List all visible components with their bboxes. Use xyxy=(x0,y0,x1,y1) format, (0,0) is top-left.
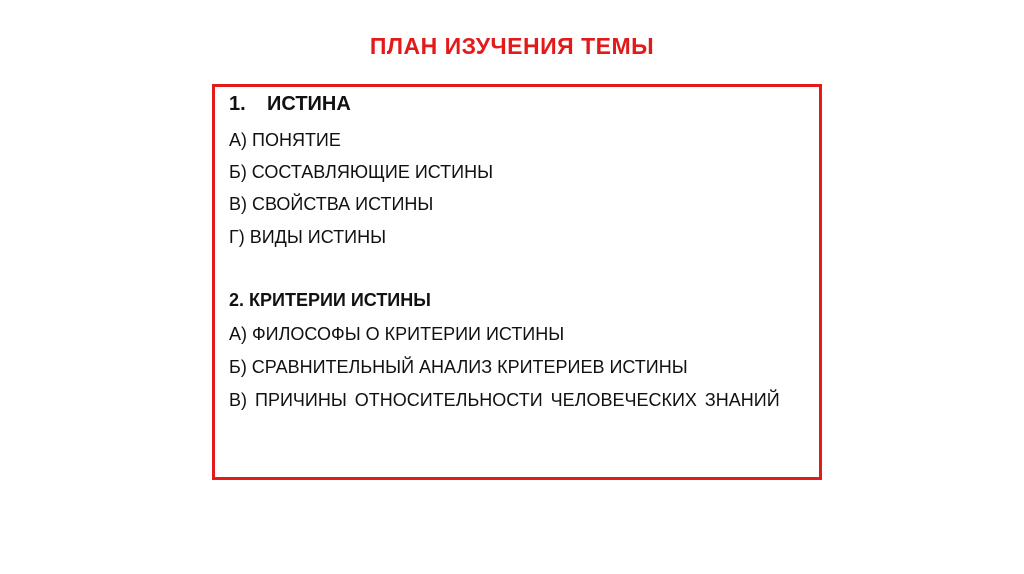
section-2-heading: 2. КРИТЕРИИ ИСТИНЫ xyxy=(229,290,431,310)
section-1-heading xyxy=(229,93,351,116)
section-1-item-d: Г) ВИДЫ ИСТИНЫ xyxy=(229,227,387,247)
section-2-item-a: А) ФИЛОСОФЫ О КРИТЕРИИ ИСТИНЫ xyxy=(229,324,565,344)
section-1-number: 1. xyxy=(229,93,246,115)
section-1-item-a: А) ПОНЯТИЕ xyxy=(229,130,341,150)
section-2-item-b: Б) СРАВНИТЕЛЬНЫЙ АНАЛИЗ КРИТЕРИЕВ ИСТИНЫ xyxy=(229,357,688,377)
section-2-item-c: В) ПРИЧИНЫ ОТНОСИТЕЛЬНОСТИ ЧЕЛОВЕЧЕСКИХ ЗНАНИЙ xyxy=(229,390,780,410)
section-1-item-c: В) СВОЙСТВА ИСТИНЫ xyxy=(229,194,434,214)
section-1-item-b: Б) СОСТАВЛЯЮЩИЕ ИСТИНЫ xyxy=(229,162,494,182)
section-1-title: ИСТИНА xyxy=(267,93,351,115)
plan-box xyxy=(212,84,822,480)
slide-title: ПЛАН ИЗУЧЕНИЯ ТЕМЫ xyxy=(369,33,655,59)
